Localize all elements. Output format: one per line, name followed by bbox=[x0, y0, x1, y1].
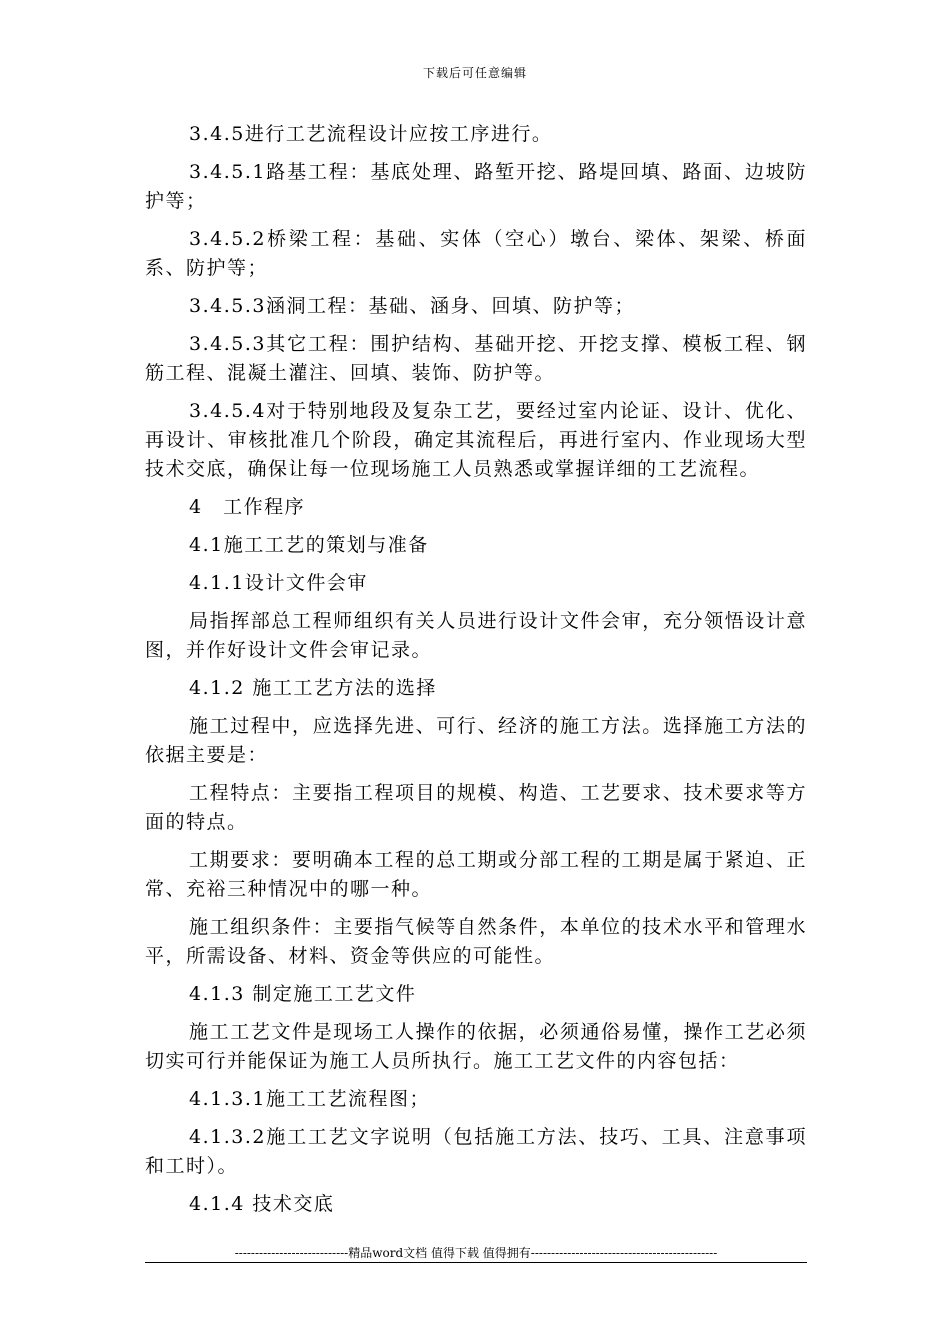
section-heading: 4.1.2 施工工艺方法的选择 bbox=[189, 677, 437, 699]
paragraph: 4.1.3.2施工工艺文字说明（包括施工方法、技巧、工具、注意事项和工时）。 bbox=[145, 1126, 807, 1177]
paragraph: 施工过程中，应选择先进、可行、经济的施工方法。选择施工方法的依据主要是： bbox=[145, 715, 807, 766]
section-heading: 4.1.3 制定施工工艺文件 bbox=[189, 983, 417, 1005]
document-body bbox=[145, 120, 807, 1228]
paragraph: 施工组织条件：主要指气候等自然条件，本单位的技术水平和管理水平，所需设备、材料、资金等供应的可能性。 bbox=[145, 916, 807, 967]
paragraph: 3.4.5.3涵洞工程：基础、涵身、回填、防护等； bbox=[189, 295, 635, 317]
paragraph: 施工工艺文件是现场工人操作的依据，必须通俗易懂，操作工艺必须切实可行并能保证为施工人员所执行。施工工艺文件的内容包括： bbox=[145, 1021, 807, 1072]
paragraph: 工期要求：要明确本工程的总工期或分部工程的工期是属于紧迫、正常、充裕三种情况中的哪一种。 bbox=[145, 849, 807, 900]
paragraph: 工程特点：主要指工程项目的规模、构造、工艺要求、技术要求等方面的特点。 bbox=[145, 782, 807, 833]
page-header: 下载后可任意编辑 bbox=[422, 66, 527, 80]
footer-rule bbox=[145, 1262, 807, 1263]
page-footer: ----------------------------精品word文档 值得下载 值得拥有---------------------------------------------- bbox=[234, 1246, 718, 1260]
paragraph: 4.1.3.1施工工艺流程图； bbox=[189, 1088, 430, 1110]
section-heading: 4.1.4 技术交底 bbox=[189, 1193, 335, 1215]
paragraph: 局指挥部总工程师组织有关人员进行设计文件会审，充分领悟设计意图，并作好设计文件会审记录。 bbox=[145, 610, 807, 661]
section-heading: 4.1施工工艺的策划与准备 bbox=[189, 534, 429, 556]
paragraph: 3.4.5进行工艺流程设计应按工序进行。 bbox=[189, 123, 553, 145]
paragraph: 3.4.5.4对于特别地段及复杂工艺，要经过室内论证、设计、优化、再设计、审核批准几个阶段，确定其流程后，再进行室内、作业现场大型技术交底，确保让每一位现场施工人员熟悉或掌握详细的工艺流程。 bbox=[145, 400, 807, 480]
paragraph: 3.4.5.2桥梁工程：基础、实体（空心）墩台、梁体、架梁、桥面系、防护等； bbox=[145, 228, 807, 279]
paragraph: 3.4.5.3其它工程：围护结构、基础开挖、开挖支撑、模板工程、钢筋工程、混凝土灌注、回填、装饰、防护等。 bbox=[145, 333, 807, 384]
section-heading: 4 工作程序 bbox=[189, 496, 306, 518]
paragraph: 3.4.5.1路基工程：基底处理、路堑开挖、路堤回填、路面、边坡防护等； bbox=[145, 161, 807, 212]
section-heading: 4.1.1设计文件会审 bbox=[189, 572, 368, 594]
